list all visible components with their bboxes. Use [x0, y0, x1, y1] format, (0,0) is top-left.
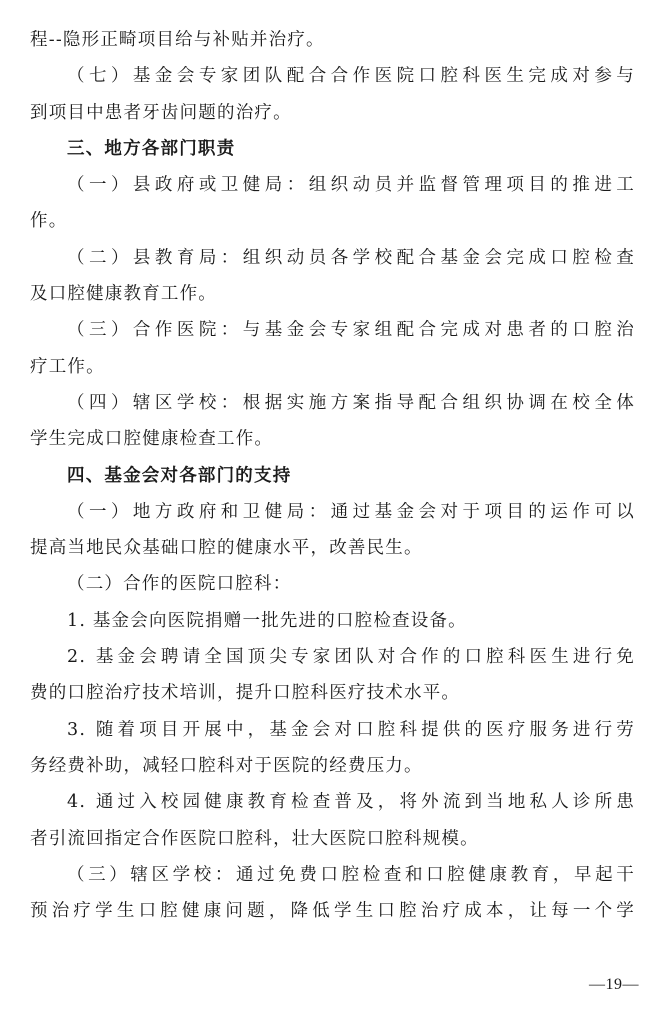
paragraph-line: 费的口腔治疗技术培训，提升口腔科医疗技术水平。: [30, 683, 461, 704]
paragraph-line: 预治疗学生口腔健康问题，降低学生口腔治疗成本，让每一个学: [30, 901, 635, 922]
paragraph-line: 者引流回指定合作医院口腔科，壮大医院口腔科规模。: [30, 828, 479, 849]
paragraph-line: 作。: [30, 211, 68, 232]
section-heading: 四、基金会对各部门的支持: [67, 465, 292, 486]
section-heading: 三、地方各部门职责: [67, 138, 236, 159]
paragraph-line: （三）合作医院：与基金会专家组配合完成对患者的口腔治: [67, 320, 635, 341]
list-item: 4. 通过入校园健康教育检查普及，将外流到当地私人诊所患: [67, 792, 635, 813]
paragraph-line: 学生完成口腔健康检查工作。: [30, 429, 274, 450]
paragraph-line: 程--隐形正畸项目给与补贴并治疗。: [30, 30, 325, 50]
list-item: 1. 基金会向医院捐赠一批先进的口腔检查设备。: [67, 610, 467, 631]
paragraph-line: 疗工作。: [30, 356, 105, 377]
paragraph-line: 及口腔健康教育工作。: [30, 284, 217, 305]
paragraph-line: 务经费补助，减轻口腔科对于医院的经费压力。: [30, 755, 423, 776]
paragraph-line: （二）合作的医院口腔科：: [67, 574, 292, 595]
paragraph-line: （一）县政府或卫健局：组织动员并监督管理项目的推进工: [67, 175, 635, 196]
page-number: —19—: [589, 976, 639, 993]
paragraph-line: （二）县教育局：组织动员各学校配合基金会完成口腔检查: [67, 247, 635, 268]
paragraph-line: （七）基金会专家团队配合合作医院口腔科医生完成对参与: [67, 66, 635, 87]
paragraph-line: 提高当地民众基础口腔的健康水平，改善民生。: [30, 538, 423, 559]
paragraph-line: （三）辖区学校：通过免费口腔检查和口腔健康教育，早起干: [67, 864, 635, 885]
paragraph-line: 到项目中患者牙齿问题的治疗。: [30, 102, 292, 123]
list-item: 3. 随着项目开展中，基金会对口腔科提供的医疗服务进行劳: [67, 719, 635, 740]
paragraph-line: （四）辖区学校：根据实施方案指导配合组织协调在校全体: [67, 392, 635, 413]
paragraph-line: （一）地方政府和卫健局：通过基金会对于项目的运作可以: [67, 501, 635, 522]
list-item: 2. 基金会聘请全国顶尖专家团队对合作的口腔科医生进行免: [67, 647, 635, 668]
